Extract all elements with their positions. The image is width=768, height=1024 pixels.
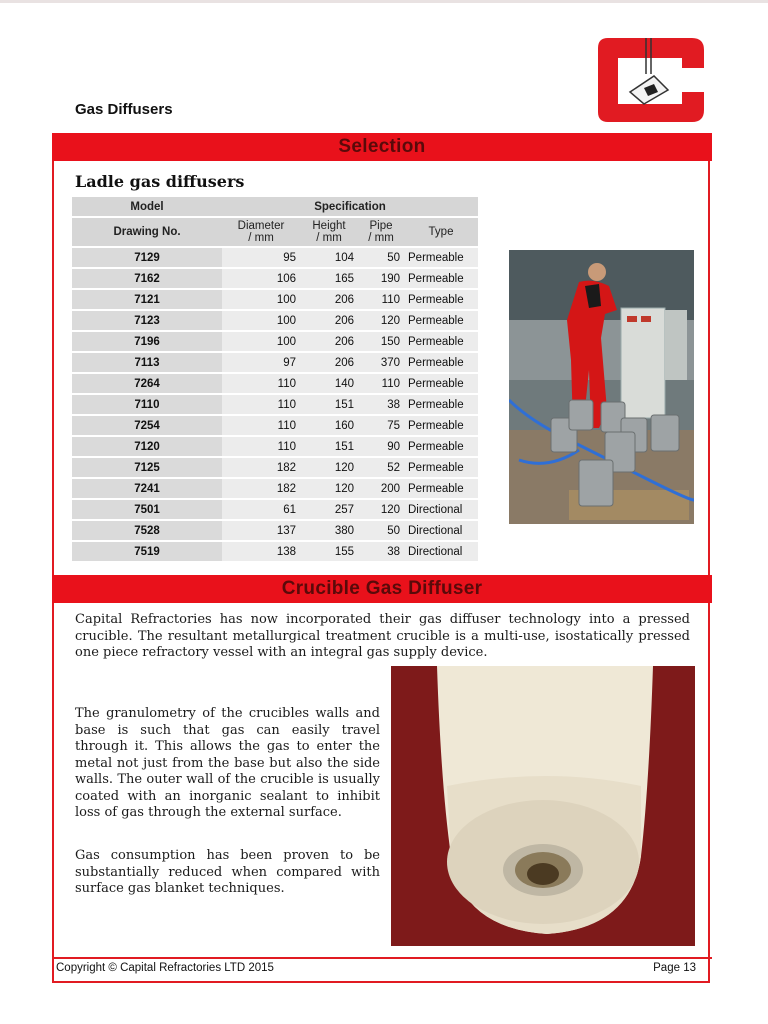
drawing-no-cell: 7519 (72, 542, 222, 561)
crucible-intro-paragraph: Capital Refractories has now incorporated their gas diffuser technology into a pressed crucible. The resultant metallurgical treatment crucible is a multi-use, isostatically pressed one piece refractory vessel with an integral gas supply device. (75, 612, 690, 660)
table-row (72, 248, 478, 267)
table-row (72, 332, 478, 351)
table-row (72, 500, 478, 519)
page-section-title: Gas Diffusers (75, 101, 173, 118)
height-cell: 120 (300, 458, 358, 477)
pipe-cell: 120 (358, 500, 404, 519)
table-row (72, 416, 478, 435)
height-cell: 206 (300, 311, 358, 330)
height-cell: 380 (300, 521, 358, 540)
type-cell: Permeable (404, 311, 478, 330)
drawing-no-cell: 7196 (72, 332, 222, 351)
diameter-cell: 137 (222, 521, 300, 540)
pipe-cell: 370 (358, 353, 404, 372)
type-cell: Directional (404, 500, 478, 519)
crucible-granulometry-paragraph: The granulometry of the crucibles walls and base is such that gas can easily travel through it. This allows the gas to enter the metal not just from the base but also the side walls. The outer wall of the crucible is usually coated with an inorganic sealant to inhibit loss of gas through the external surface. (75, 706, 380, 820)
diameter-cell: 100 (222, 311, 300, 330)
drawing-no-cell: 7120 (72, 437, 222, 456)
table-row (72, 353, 478, 372)
diameter-cell: 61 (222, 500, 300, 519)
type-cell: Permeable (404, 374, 478, 393)
type-cell: Directional (404, 521, 478, 540)
height-cell: 151 (300, 395, 358, 414)
table-row (72, 521, 478, 540)
type-cell: Permeable (404, 479, 478, 498)
drawing-no-cell: 7162 (72, 269, 222, 288)
copyright-text: Copyright © Capital Refractories LTD 2015 (56, 962, 274, 974)
drawing-no-cell: 7528 (72, 521, 222, 540)
table-row (72, 269, 478, 288)
type-cell: Directional (404, 542, 478, 561)
type-cell: Permeable (404, 437, 478, 456)
type-cell: Permeable (404, 395, 478, 414)
type-cell: Permeable (404, 353, 478, 372)
drawing-no-cell: 7125 (72, 458, 222, 477)
diameter-cell: 182 (222, 479, 300, 498)
capital-refractories-logo (588, 34, 712, 126)
header-specification: Specification (222, 197, 478, 216)
drawing-no-cell: 7241 (72, 479, 222, 498)
selection-band: Selection (52, 133, 712, 161)
table-title: Ladle gas diffusers (75, 172, 245, 191)
height-cell: 206 (300, 290, 358, 309)
diameter-cell: 110 (222, 437, 300, 456)
type-cell: Permeable (404, 290, 478, 309)
type-cell: Permeable (404, 332, 478, 351)
drawing-no-cell: 7123 (72, 311, 222, 330)
table-row (72, 374, 478, 393)
diameter-cell: 100 (222, 290, 300, 309)
height-cell: 155 (300, 542, 358, 561)
pipe-cell: 90 (358, 437, 404, 456)
diameter-cell: 182 (222, 458, 300, 477)
height-cell: 257 (300, 500, 358, 519)
pipe-cell: 50 (358, 248, 404, 267)
type-cell: Permeable (404, 269, 478, 288)
pipe-cell: 75 (358, 416, 404, 435)
header-height: Height / mm (300, 218, 358, 246)
diameter-cell: 97 (222, 353, 300, 372)
table-row (72, 458, 478, 477)
header-drawing-no: Drawing No. (72, 218, 222, 246)
pipe-cell: 150 (358, 332, 404, 351)
diameter-cell: 110 (222, 395, 300, 414)
pipe-cell: 120 (358, 311, 404, 330)
worker-with-diffusers-photo (509, 250, 694, 524)
pipe-cell: 110 (358, 290, 404, 309)
diameter-cell: 100 (222, 332, 300, 351)
height-cell: 165 (300, 269, 358, 288)
table-row (72, 290, 478, 309)
drawing-no-cell: 7113 (72, 353, 222, 372)
table-row (72, 395, 478, 414)
pipe-cell: 190 (358, 269, 404, 288)
header-type: Type (404, 218, 478, 246)
pipe-cell: 50 (358, 521, 404, 540)
pipe-cell: 38 (358, 395, 404, 414)
crucible-photo (391, 666, 695, 946)
header-pipe: Pipe / mm (358, 218, 404, 246)
height-cell: 120 (300, 479, 358, 498)
diffuser-spec-table (72, 195, 478, 563)
header-diameter: Diameter / mm (222, 218, 300, 246)
drawing-no-cell: 7121 (72, 290, 222, 309)
crucible-consumption-paragraph: Gas consumption has been proven to be substantially reduced when compared with surface gas blanket techniques. (75, 848, 380, 896)
top-rule (0, 0, 768, 3)
diameter-cell: 138 (222, 542, 300, 561)
footer-rule (52, 957, 712, 959)
height-cell: 206 (300, 332, 358, 351)
table-row (72, 437, 478, 456)
type-cell: Permeable (404, 416, 478, 435)
diameter-cell: 110 (222, 374, 300, 393)
drawing-no-cell: 7129 (72, 248, 222, 267)
type-cell: Permeable (404, 248, 478, 267)
height-cell: 104 (300, 248, 358, 267)
drawing-no-cell: 7501 (72, 500, 222, 519)
drawing-no-cell: 7110 (72, 395, 222, 414)
drawing-no-cell: 7254 (72, 416, 222, 435)
table-row (72, 542, 478, 561)
diameter-cell: 106 (222, 269, 300, 288)
pipe-cell: 110 (358, 374, 404, 393)
pipe-cell: 200 (358, 479, 404, 498)
page-number: Page 13 (653, 962, 696, 974)
type-cell: Permeable (404, 458, 478, 477)
diameter-cell: 95 (222, 248, 300, 267)
diameter-cell: 110 (222, 416, 300, 435)
table-row (72, 311, 478, 330)
pipe-cell: 52 (358, 458, 404, 477)
pipe-cell: 38 (358, 542, 404, 561)
crucible-band: Crucible Gas Diffuser (52, 575, 712, 603)
height-cell: 206 (300, 353, 358, 372)
height-cell: 151 (300, 437, 358, 456)
height-cell: 160 (300, 416, 358, 435)
table-row (72, 479, 478, 498)
drawing-no-cell: 7264 (72, 374, 222, 393)
height-cell: 140 (300, 374, 358, 393)
header-model: Model (72, 197, 222, 216)
